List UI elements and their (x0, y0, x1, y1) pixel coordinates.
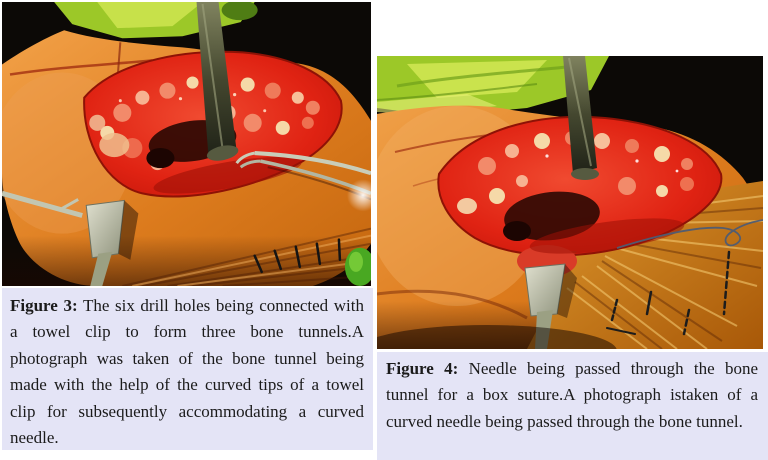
figure4-label: Figure 4: (386, 359, 459, 378)
figure3-label: Figure 3: (10, 296, 78, 315)
figure3-caption-text: The six drill holes being connected with a towel clip to form three bone tunnels.A photograph was taken of the bone tunnel being made with the help of the curved tips of a towel clip for subsequently accommodating a curved needle. (10, 296, 364, 448)
figure4-caption (377, 352, 768, 460)
figure4-caption-text: Needle being passed through the bone tunnel for a box suture.A photograph istaken of a curved needle being passed through the bone tunnel. (386, 359, 758, 431)
figure3-caption (2, 288, 373, 450)
figure3-photo (2, 2, 371, 286)
figure4-photo (377, 56, 763, 349)
